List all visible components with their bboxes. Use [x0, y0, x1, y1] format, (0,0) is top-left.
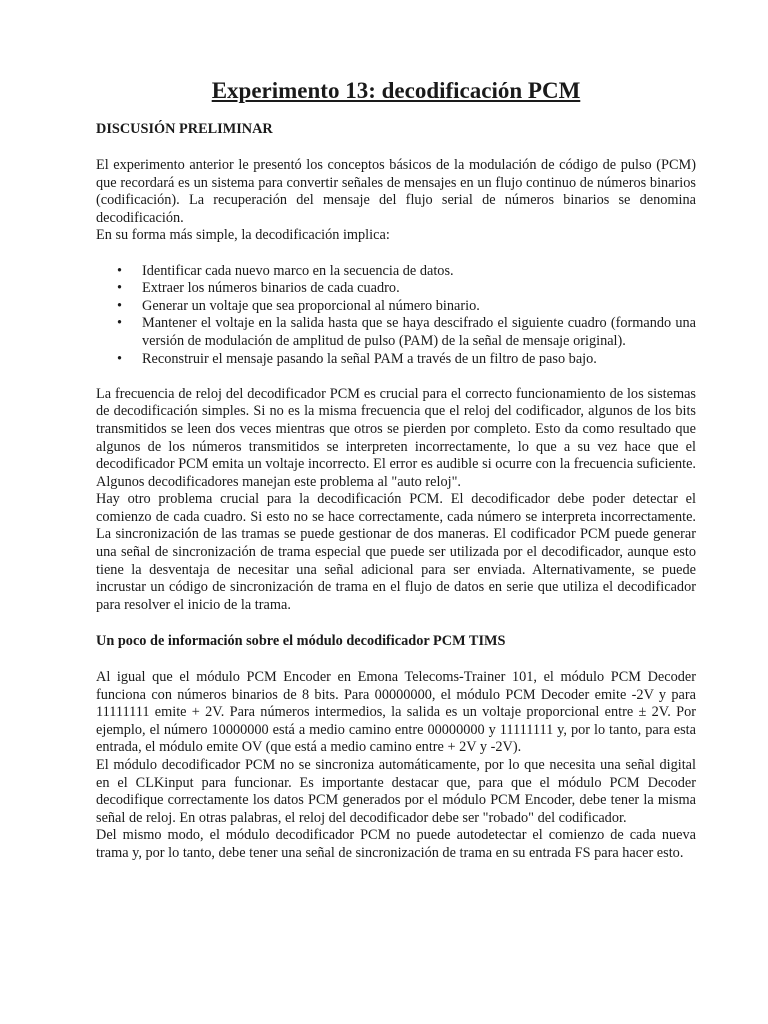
list-item — [117, 315, 696, 350]
list-item-text: Extraer los números binarios de cada cuadro. — [142, 280, 400, 297]
lead-paragraph: En su forma más simple, la decodificación implica: — [96, 227, 390, 244]
intro-paragraph: El experimento anterior le presentó los conceptos básicos de la modulación de código de pulso (PCM) que recordará es un sistema para convertir señales de mensajes en un flujo continuo de números binarios (codificación). La recuperación del mensaje del flujo serial de números binarios se denomina decodificación. — [96, 157, 696, 226]
bullet-icon: • — [117, 297, 123, 314]
list-item — [117, 297, 696, 316]
document-title: Experimento 13: decodificación PCM — [211, 78, 581, 103]
spacer — [96, 614, 696, 632]
section-heading-module-info: Un poco de información sobre el módulo decodificador PCM TIMS — [96, 633, 506, 650]
list-item-text: Generar un voltaje que sea proporcional al número binario. — [142, 297, 480, 314]
module-paragraph-3: Del mismo modo, el módulo decodificador PCM no puede autodetectar el comienzo de cada nueva trama y, por lo tanto, debe tener una señal de sincronización de trama en su entrada FS para hacer esto. — [96, 827, 696, 861]
bullet-icon: • — [117, 350, 123, 367]
list-item — [117, 280, 696, 298]
sync-paragraph: Hay otro problema crucial para la decodificación PCM. El decodificador debe poder detectar el comienzo de cada cuadro. Si esto no se hace correctamente, cada número se interpreta incorrectamente. La sincronización de las tramas se puede gestionar de dos maneras. El codificador PCM puede generar una señal de sincronización de trama especial que puede ser utilizada por el decodificador, aunque esto tiene la desventaja de necesitar una señal adicional para ser enviada. Alternativamente, se puede incrustar un código de sincronización de trama en el flujo de datos en serie que utiliza el decodificador para resolver el inicio de la trama. — [96, 491, 696, 613]
spacer — [96, 245, 696, 263]
list-item-text: Mantener el voltaje en la salida hasta que se haya descifrado el siguiente cuadro (formando una versión de modulación de amplitud de pulso (PAM) de la señal de mensaje original). — [142, 315, 696, 349]
bullet-icon: • — [117, 280, 123, 297]
clock-paragraph: La frecuencia de reloj del decodificador PCM es crucial para el correcto funcionamiento de los sistemas de decodificación simples. Si no es la misma frecuencia que el reloj del codificador, algunos de los bits transmitidos se leen dos veces mientras que otros se pierden por completo. Esto da como resultado que algunos de los números transmitidos se interpreten incorrectamente, lo que a su vez hace que el decodificador PCM emita un voltaje incorrecto. El error es audible si ocurre con la frecuencia suficiente. Algunos decodificadores manejan este problema al "auto reloj". — [96, 385, 696, 490]
bullet-icon: • — [117, 262, 123, 279]
list-item — [117, 350, 696, 369]
spacer — [96, 368, 696, 386]
decoding-steps-list — [96, 263, 696, 369]
list-item-text: Reconstruir el mensaje pasando la señal PAM a través de un filtro de paso bajo. — [142, 350, 597, 367]
list-item-text: Identificar cada nuevo marco en la secuencia de datos. — [142, 262, 454, 279]
section-heading-preliminary: DISCUSIÓN PRELIMINAR — [96, 121, 273, 137]
module-paragraph-2: El módulo decodificador PCM no se sincroniza automáticamente, por lo que necesita una señal digital en el CLKinput para funcionar. Es importante destacar que, para que el módulo PCM Decoder decodifique correctamente los datos PCM generados por el módulo PCM Encoder, debe tener la misma señal de reloj. En otras palabras, el reloj del decodificador debe ser "robado" del codificador. — [96, 757, 696, 826]
module-paragraph-1: Al igual que el módulo PCM Encoder en Emona Telecoms-Trainer 101, el módulo PCM Decoder funciona con números binarios de 8 bits. Para 00000000, el módulo PCM Decoder emite -2V y para 11111111 emite + 2V. Para números intermedios, la salida es un voltaje proporcional entre ± 2V. Por ejemplo, el número 10000000 está a medio camino entre 00000000 y 11111111 y, por lo tanto, para esta entrada, el módulo emite OV (que está a medio camino entre + 2V y -2V). — [96, 669, 696, 756]
bullet-icon: • — [117, 315, 123, 332]
list-item — [117, 262, 696, 281]
